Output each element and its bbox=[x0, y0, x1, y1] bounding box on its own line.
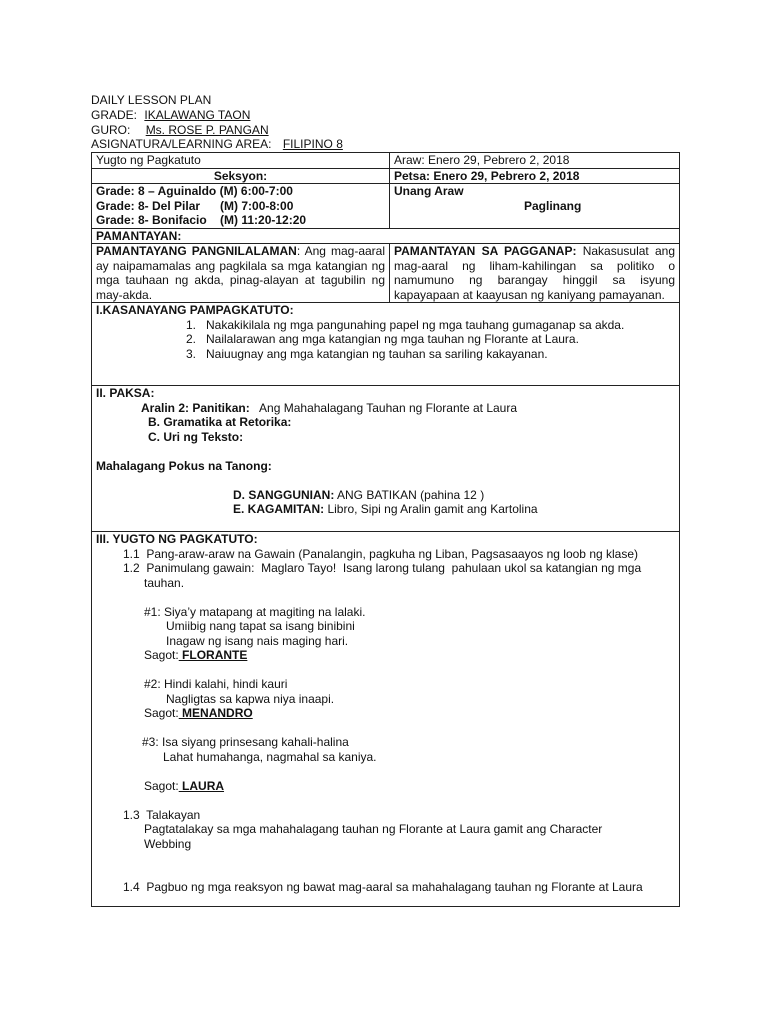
pamantayan-heading: PAMANTAYAN: bbox=[92, 228, 680, 244]
aralin-value: Ang Mahahalagang Tauhan ng Florante at Laura bbox=[249, 400, 518, 415]
table-row bbox=[92, 184, 680, 229]
yugto-title: III. YUGTO NG PAGKATUTO: bbox=[96, 532, 258, 546]
sagot-label: Sagot: bbox=[144, 706, 179, 720]
grade-value: IKALAWANG TAON bbox=[144, 108, 251, 122]
riddle-2-line: #2: Hindi kalahi, hindi kauri bbox=[144, 677, 288, 691]
area-line bbox=[91, 137, 343, 152]
guro-label: GURO: bbox=[91, 123, 131, 137]
section-line: Grade: 8- Del Pilar (M) 7:00-8:00 bbox=[96, 198, 294, 213]
section-line: Grade: 8 – Aguinaldo (M) 6:00-7:00 bbox=[96, 184, 293, 198]
sections-cell bbox=[92, 184, 390, 229]
table-row bbox=[92, 228, 680, 244]
answer-1 bbox=[96, 648, 675, 663]
araw-cell: Araw: Enero 29, Pebrero 2, 2018 bbox=[390, 153, 680, 169]
step-1-4: 1.4 Pagbuo ng mga reaksyon ng bawat mag-aaral sa mahahalagang tauhan ng Florante at Laura bbox=[123, 880, 643, 894]
list-item: 1. Nakakikilala ng mga pangunahing papel ng mga tauhang gumaganap sa akda. bbox=[186, 317, 625, 332]
pagganap-text: Nakasusulat ang mag-aaral ng liham-kahilingan sa politiko o namumuno ng barangay hinggil sa isyung kapayapaan at kaayusan ng kaniyang pamayanan. bbox=[394, 244, 675, 302]
pagganap-label: PAMANTAYAN SA PAGGANAP: bbox=[394, 244, 577, 258]
kagamitan-label: E. KAGAMITAN: bbox=[233, 502, 325, 516]
sanggunian-label: D. SANGGUNIAN: bbox=[233, 487, 335, 502]
answer-florante: FLORANTE bbox=[178, 648, 248, 662]
step-1-2: 1.2 Panimulang gawain: Maglaro Tayo! Isang larong tulang pahulaan ukol sa katangian ng mga bbox=[123, 561, 642, 575]
list-item: 3. Naiuugnay ang mga katangian ng tauhan sa sariling kakayanan. bbox=[186, 346, 548, 361]
step-1-3-text: Pagtatalakay sa mga mahahalagang tauhan ng Florante at Laura gamit ang Character bbox=[144, 822, 603, 836]
guro-line bbox=[91, 123, 269, 138]
area-value: FILIPINO 8 bbox=[282, 137, 343, 151]
table-row bbox=[92, 168, 680, 184]
riddle-1-line: #1: Siya’y matapang at magiting na lalaki. bbox=[144, 604, 366, 619]
paksa-title: II. PAKSA: bbox=[96, 386, 155, 400]
answer-menandro: MENANDRO bbox=[178, 706, 253, 720]
kasanayan-list bbox=[96, 318, 675, 362]
doc-title: DAILY LESSON PLAN bbox=[91, 93, 212, 107]
section-line: Grade: 8- Bonifacio (M) 11:20-12:20 bbox=[96, 213, 307, 227]
kagamitan-line bbox=[96, 502, 675, 517]
step-1-1: 1.1 Pang-araw-araw na Gawain (Panalangin, pagkuha ng Liban, Pagsasaayos ng loob ng klase) bbox=[123, 546, 639, 561]
seksyon-cell: Seksyon: bbox=[92, 168, 390, 184]
aralin-label: Aralin 2: Panitikan: bbox=[141, 400, 250, 415]
grade-line bbox=[91, 108, 250, 123]
riddle-3-line: #3: Isa siyang prinsesang kahali-halina bbox=[142, 735, 349, 749]
table-row bbox=[92, 153, 680, 169]
sanggunian-line bbox=[96, 488, 675, 503]
step-1-3-text: Webbing bbox=[144, 836, 192, 851]
pangnilalaman-text: : Ang mag-aaral ay naipamamalas ang pagkilala sa mga katangian ng mga tauhaan ng akda, pinag-alayan at tagubilin ng may-akda. bbox=[96, 244, 385, 302]
yugto-section-cell bbox=[92, 532, 680, 907]
aralin-line bbox=[96, 401, 675, 416]
list-item: 2. Nailalarawan ang mga katangian ng mga tauhan ng Florante at Laura. bbox=[186, 332, 579, 346]
sagot-label: Sagot: bbox=[144, 778, 179, 793]
pangnilalaman-label: PAMANTAYANG PANGNILALAMAN bbox=[96, 244, 297, 258]
uri-line: C. Uri ng Teksto: bbox=[148, 429, 244, 444]
table-row bbox=[92, 244, 680, 303]
paksa-cell bbox=[92, 386, 680, 532]
table-row bbox=[92, 386, 680, 532]
answer-3 bbox=[96, 779, 675, 794]
petsa-cell: Petsa: Enero 29, Pebrero 2, 2018 bbox=[390, 168, 680, 184]
phase-label: Paglinang bbox=[524, 198, 582, 213]
kasanayan-title: I.KASANAYANG PAMPAGKATUTO: bbox=[96, 303, 294, 317]
yugto-cell: Yugto ng Pagkatuto bbox=[92, 153, 390, 169]
table-row bbox=[92, 303, 680, 386]
pokus-line: Mahalagang Pokus na Tanong: bbox=[96, 458, 272, 473]
guro-value: Ms. ROSE P. PANGAN bbox=[145, 123, 269, 137]
riddle-1-line: Umiibig nang tapat sa isang binibini bbox=[166, 619, 355, 633]
sanggunian-value: ANG BATIKAN (pahina 12 ) bbox=[334, 487, 485, 502]
sagot-label: Sagot: bbox=[144, 648, 179, 662]
day-label: Unang Araw bbox=[394, 184, 464, 198]
grade-label: GRADE: bbox=[91, 108, 138, 122]
lesson-plan-table bbox=[91, 152, 680, 907]
day-cell bbox=[390, 184, 680, 229]
table-row bbox=[92, 532, 680, 907]
riddle-3-line: Lahat humahanga, nagmahal sa kaniya. bbox=[163, 749, 377, 764]
step-1-3: 1.3 Talakayan bbox=[123, 807, 201, 822]
area-label: ASIGNATURA/LEARNING AREA: bbox=[91, 137, 272, 151]
pangnilalaman-cell bbox=[92, 244, 390, 303]
riddle-1-line: Inagaw ng isang nais maging hari. bbox=[166, 633, 349, 648]
kasanayan-cell bbox=[92, 303, 680, 386]
gramatika-line: B. Gramatika at Retorika: bbox=[148, 415, 292, 429]
step-1-2-cont: tauhan. bbox=[144, 575, 185, 590]
answer-laura: LAURA bbox=[178, 778, 225, 793]
pagganap-cell bbox=[390, 244, 680, 303]
riddle-2-line: Nagligtas sa kapwa niya inaapi. bbox=[166, 691, 335, 706]
answer-2 bbox=[96, 706, 675, 721]
kagamitan-value: Libro, Sipi ng Aralin gamit ang Kartolina bbox=[324, 502, 538, 516]
